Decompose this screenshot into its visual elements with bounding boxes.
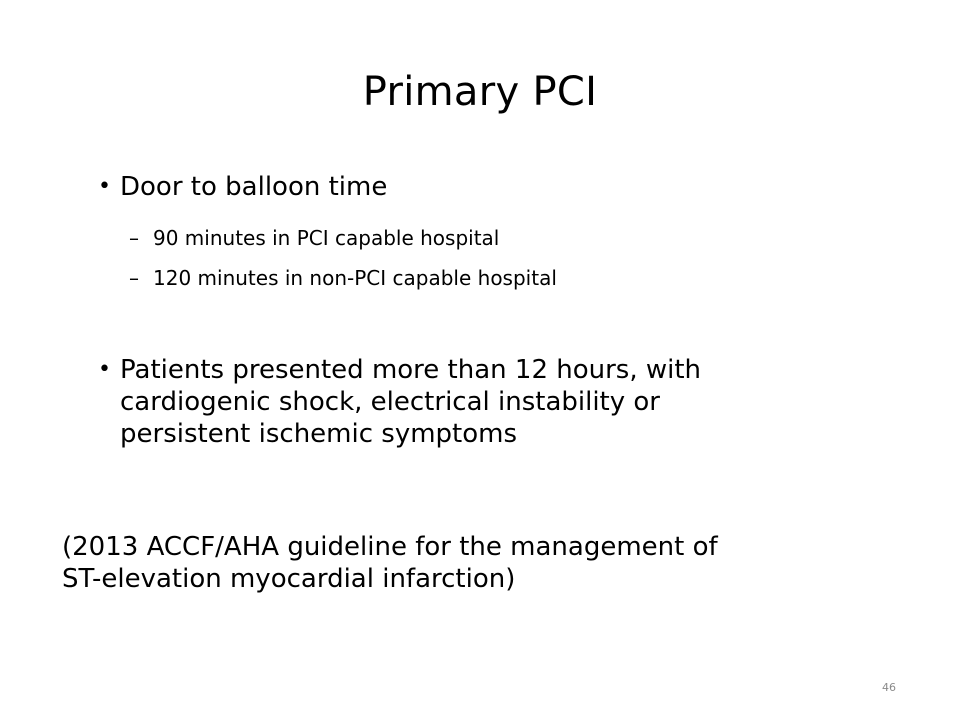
- dash-marker: –: [129, 226, 139, 250]
- bullet-line: persistent ischemic symptoms: [120, 419, 518, 449]
- bullet-text: Door to balloon time: [120, 172, 388, 202]
- bullet-door-to-balloon: [98, 171, 920, 203]
- citation-line: (2013 ACCF/AHA guideline for the management of: [62, 532, 718, 562]
- bullet-marker: •: [98, 357, 111, 382]
- bullet-line: Patients presented more than 12 hours, with: [120, 355, 702, 385]
- sub-item-non-pci-capable: [129, 263, 913, 293]
- dash-marker: –: [129, 266, 139, 290]
- guideline-citation: [62, 531, 922, 595]
- sub-item-pci-capable: [129, 223, 913, 253]
- slide-title: Primary PCI: [362, 69, 598, 115]
- sub-item-text: 90 minutes in PCI capable hospital: [153, 226, 500, 250]
- citation-line: ST-elevation myocardial infarction): [62, 564, 516, 594]
- bullet-marker: •: [98, 174, 111, 199]
- sub-item-text: 120 minutes in non-PCI capable hospital: [153, 266, 557, 290]
- page-number: 46: [882, 681, 896, 694]
- bullet-patients-presented: [98, 354, 920, 450]
- bullet-line: cardiogenic shock, electrical instability or: [120, 387, 660, 417]
